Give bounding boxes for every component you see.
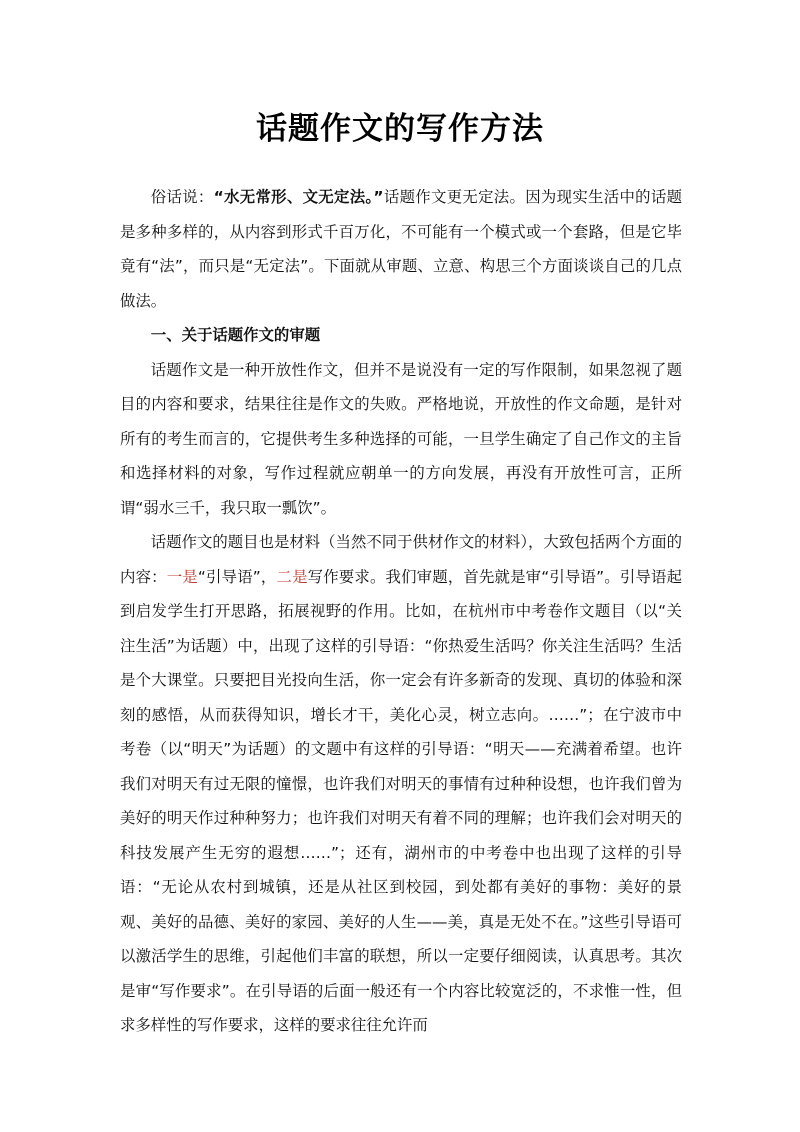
point-one-marker: 一是 <box>166 567 198 586</box>
intro-rest: 话题作文更无定法。因为现实生活中的话题是多种多样的，从内容到形式千百万化，不可能有一个模式或一个套路，但是它毕竟有“法”，而只是“无定法”。下面就从审题、立意、构思三个方面谈谈自己的几点做法。 <box>120 188 682 310</box>
intro-paragraph <box>120 180 682 318</box>
point-two-marker: 二是 <box>276 567 308 586</box>
intro-lead: 俗话说： <box>150 188 214 206</box>
document-title: 话题作文的写作方法 <box>256 111 544 147</box>
paragraph-open-essay: 话题作文是一种开放性作文，但并不是说没有一定的写作限制，如果忽视了题目的内容和要求，结果往往是作文的失败。严格地说，开放性的作文命题，是针对所有的考生而言的，它提供考生多种选择的可能，一旦学生确定了自己作文的主旨和选择材料的对象，写作过程就应朝单一的方向发展，再没有开放性可言，正所谓“弱水三千，我只取一瓢饮”。 <box>120 360 682 517</box>
topic-lead: 话题作文的题目也是材料（当然不同于供材作文的材料），大致包括两个方面的内容： <box>120 533 682 586</box>
section-heading-1: 一、关于话题作文的审题 <box>150 326 321 344</box>
topic-rest: 写作要求。我们审题，首先就是审“引导语”。引导语起到启发学生打开思路，拓展视野的作用。比如，在杭州市中考卷作文题目（以“关注生活”为话题）中，出现了这样的引导语：“你热爱生活吗？你关注生活吗？生活是个大课堂。只要把目光投向生活，你一定会有许多新奇的发现、真切的体验和深刻的感悟，从而获得知识，增长才干，美化心灵，树立志向。……”；在宁波市中考卷（以“明天”为话题）的文题中有这样的引导语：“明天——充满着希望。也许我们对明天有过无限的憧憬，也许我们对明天的事情有过种种设想，也许我们曾为美好的明天作过种种努力；也许我们对明天有着不同的理解；也许我们会对明天的科技发展产生无穷的遐想……”；还有，湖州市的中考卷中也出现了这样的引导语：“无论从农村到城镇，还是从社区到校园，到处都有美好的事物：美好的景观、美好的品德、美好的家园、美好的人生——美，真是无处不在。”这些引导语可以激活学生的思维，引起他们丰富的联想，所以一定要仔细阅读，认真思考。其次是审“写作要求”。在引导语的后面一般还有一个内容比较宽泛的，不求惟一性，但求多样性的写作要求，这样的要求往往允许而 <box>120 567 682 1034</box>
intro-proverb: “水无常形、文无定法。” <box>213 188 384 206</box>
document-body <box>120 180 682 1043</box>
point-one-text: “引导语”， <box>197 567 277 586</box>
paragraph-topic-material <box>120 525 682 1043</box>
